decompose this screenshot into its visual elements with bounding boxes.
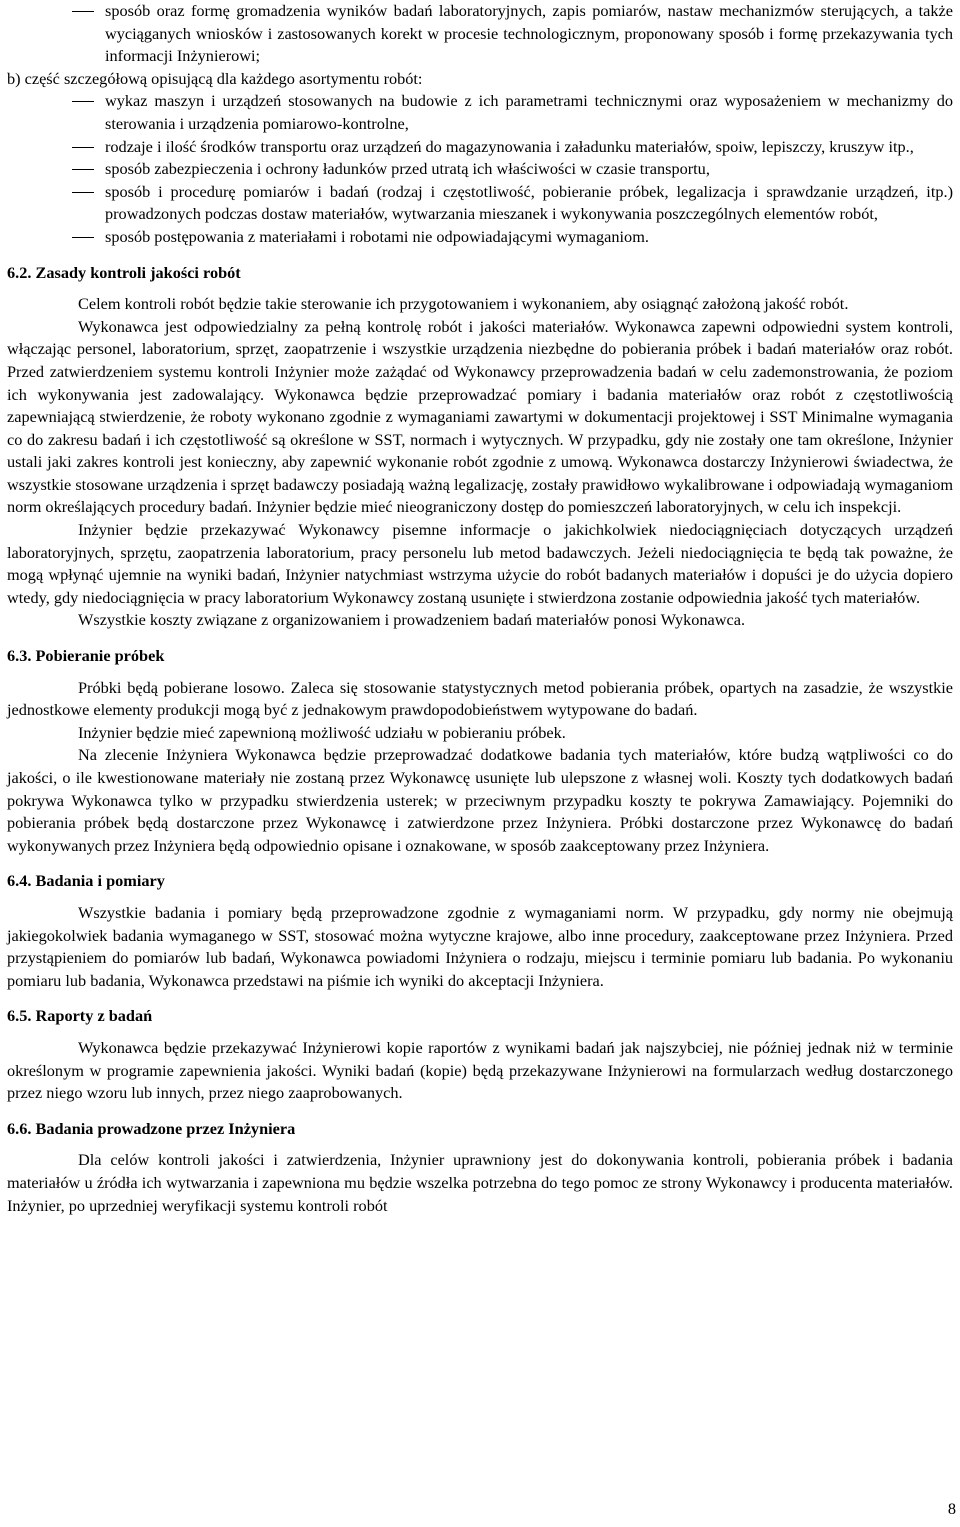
paragraph: Próbki będą pobierane losowo. Zaleca się stosowanie statystycznych metod pobierania próbek, opartych na zasadzie, że wszystkie jednostkowe elementy produkcji mogą być z jednakowym prawdopodobieństwem wytypowane do badań. (7, 677, 953, 720)
section-heading: 6.2. Zasady kontroli jakości robót (7, 262, 241, 282)
page-number: 8 (947, 1499, 956, 1519)
dash-bullet-icon (72, 11, 94, 12)
paragraph: Dla celów kontroli jakości i zatwierdzenia, Inżynier uprawniony jest do dokonywania kontroli, pobierania próbek i badania materiałów u źródła ich wytwarzania i zapewniona mu będzie wszelka potrzebna do tego pomoc ze strony Wykonawcy i producenta materiałów. Inżynier, po uprzedniej weryfikacji systemu kontroli robót (7, 1150, 953, 1215)
list-item-text: sposób oraz formę gromadzenia wyników badań laboratoryjnych, zapis pomiarów, nastaw mechanizmów sterujących, a także wyciąganych wniosków i zastosowanych korekt w procesie technologicznym, proponowany sposób i formę przekazywania tych informacji Inżynierowi; (105, 1, 953, 66)
list-item-text: rodzaje i ilość środków transportu oraz urządzeń do magazynowania i załadunku materiałów, spoiw, lepiszczy, kruszyw itp., (105, 136, 914, 156)
section-6-3 (7, 645, 953, 857)
paragraph: Wykonawca będzie przekazywać Inżynierowi kopie raportów z wynikami badań jak najszybciej, nie później jednak niż w terminie określonym w programie zapewnienia jakości. Wyniki badań (kopie) będą przekazywane Inżynierowi na formularzach według dostarczonego przez niego wzoru lub innych, przez niego zaaprobowanych. (7, 1037, 953, 1103)
section-heading: 6.3. Pobieranie próbek (7, 646, 165, 666)
list-item (7, 181, 953, 226)
section-heading: 6.5. Raporty z badań (7, 1006, 153, 1026)
dash-bullet-icon (72, 169, 94, 170)
paragraph: Na zlecenie Inżyniera Wykonawca będzie przeprowadzać dodatkowe badania tych materiałów, które budzą wątpliwości co do jakości, o ile kwestionowane materiały nie zostaną przez Wykonawcę usunięte lub ulepszone z własnej woli. Koszty tych dodatkowych badań pokrywa Wykonawca tylko w przypadku stwierdzenia usterek; w przeciwnym przypadku koszty te pokrywa Zamawiający. Pojemniki do pobierania próbek będą dostarczone przez Wykonawcę i zatwierdzone przez Inżyniera. Próbki dostarczone przez Wykonawcę do badań wykonywanych przez Inżyniera będą odpowiednio opisane i oznakowane, w sposób zaakceptowany przez Inżyniera. (7, 745, 953, 855)
list-item-text: wykaz maszyn i urządzeń stosowanych na budowie z ich parametrami technicznymi oraz wyposażeniem w mechanizmy do sterowania i urządzenia pomiarowo-kontrolne, (105, 91, 953, 133)
paragraph: Inżynier będzie mieć zapewnioną możliwość udziału w pobieraniu próbek. (78, 722, 566, 742)
list-item-text: sposób zabezpieczenia i ochrony ładunków przed utratą ich właściwości w czasie transportu, (105, 159, 710, 179)
paragraph: Wykonawca jest odpowiedzialny za pełną kontrolę robót i jakości materiałów. Wykonawca zapewni odpowiedni system kontroli, włączając personel, laboratorium, sprzęt, zaopatrzenie i wszystkie urządzenia niezbędne do pobierania próbek i badań materiałów oraz robót. Przed zatwierdzeniem systemu kontroli Inżynier może zażądać od Wykonawcy przeprowadzenia badań w celu zademonstrowania, że poziom ich wykonywania jest zadowalający. Wykonawca będzie przeprowadzać pomiary i badania materiałów oraz robót z częstotliwością zapewniającą stwierdzenie, że roboty wykonano zgodnie z wymaganiami zawartymi w dokumentacji projektowej i SST Minimalne wymagania co do zakresu badań i ich częstotliwość są określone w SST, normach i wytycznych. W przypadku, gdy nie zostały one tam określone, Inżynier ustali jaki zakres kontroli jest konieczny, aby zapewnić wykonanie robót zgodnie z umową. Wykonawca dostarczy Inżynierowi świadectwa, że wszystkie stosowane urządzenia i sprzęt badawczy posiadają ważną legalizację, zostały prawidłowo wykalibrowane i odpowiadają wymaganiom norm określających procedury badań. Inżynier będzie mieć nieograniczony dostęp do pomieszczeń laboratoryjnych, w celu ich inspekcji. (7, 316, 953, 517)
top-bullet-list (7, 0, 953, 68)
dash-bullet-icon (72, 147, 94, 148)
list-item-text: sposób postępowania z materiałami i robotami nie odpowiadającymi wymaganiom. (105, 226, 649, 246)
list-item (7, 90, 953, 135)
section-6-4 (7, 870, 953, 992)
section-6-5 (7, 1005, 953, 1104)
list-item-text: sposób i procedurę pomiarów i badań (rodzaj i częstotliwość, pobieranie próbek, legalizacja i sprawdzanie urządzeń, itp.) prowadzonych podczas dostaw materiałów, wytwarzania mieszanek i wykonywania poszczególnych elementów robót, (105, 181, 953, 224)
list-item (7, 158, 953, 181)
item-b-label: b) część szczegółową opisującą dla każdego asortymentu robót: (7, 68, 423, 88)
list-item (7, 226, 953, 249)
document-page (7, 0, 953, 1217)
paragraph: Inżynier będzie przekazywać Wykonawcy pisemne informacje o jakichkolwiek niedociągnięciach dotyczących urządzeń laboratoryjnych, sprzętu, zaopatrzenia laboratorium, pracy personelu lub metod badawczych. Jeżeli niedociągnięcia te będą tak poważne, że mogą wpłynąć ujemnie na wyniki badań, Inżynier natychmiast wstrzyma użycie do robót badanych materiałów i dopuści je do użycia dopiero wtedy, gdy niedociągnięcia w pracy laboratorium Wykonawcy zostaną usunięte i stwierdzona zostanie odpowiednia jakość tych materiałów. (7, 520, 953, 607)
section-heading: 6.4. Badania i pomiary (7, 871, 165, 891)
paragraph: Celem kontroli robót będzie takie sterowanie ich przygotowaniem i wykonaniem, aby osiągnąć założoną jakość robót. (78, 294, 849, 314)
list-item (7, 136, 953, 159)
dash-bullet-icon (72, 237, 94, 238)
section-heading: 6.6. Badania prowadzone przez Inżyniera (7, 1118, 296, 1138)
dash-bullet-icon (72, 101, 94, 102)
dash-bullet-icon (72, 192, 94, 193)
paragraph: Wszystkie badania i pomiary będą przeprowadzone zgodnie z wymaganiami norm. W przypadku, gdy normy nie obejmują jakiegokolwiek badania wymaganego w SST, stosować można wytyczne krajowe, albo inne procedury, zaakceptowane przez Inżyniera. Przed przystąpieniem do pomiarów lub badań, Wykonawca powiadomi Inżyniera o rodzaju, miejscu i terminie pomiaru lub badania. Po wykonaniu pomiaru lub badania, Wykonawca przedstawi na piśmie ich wyniki do akceptacji Inżyniera. (7, 902, 953, 990)
section-6-6 (7, 1118, 953, 1217)
paragraph: Wszystkie koszty związane z organizowaniem i prowadzeniem badań materiałów ponosi Wykonawca. (78, 610, 746, 630)
section-6-2 (7, 262, 953, 633)
b-bullet-list (7, 90, 953, 248)
list-item (7, 0, 953, 68)
